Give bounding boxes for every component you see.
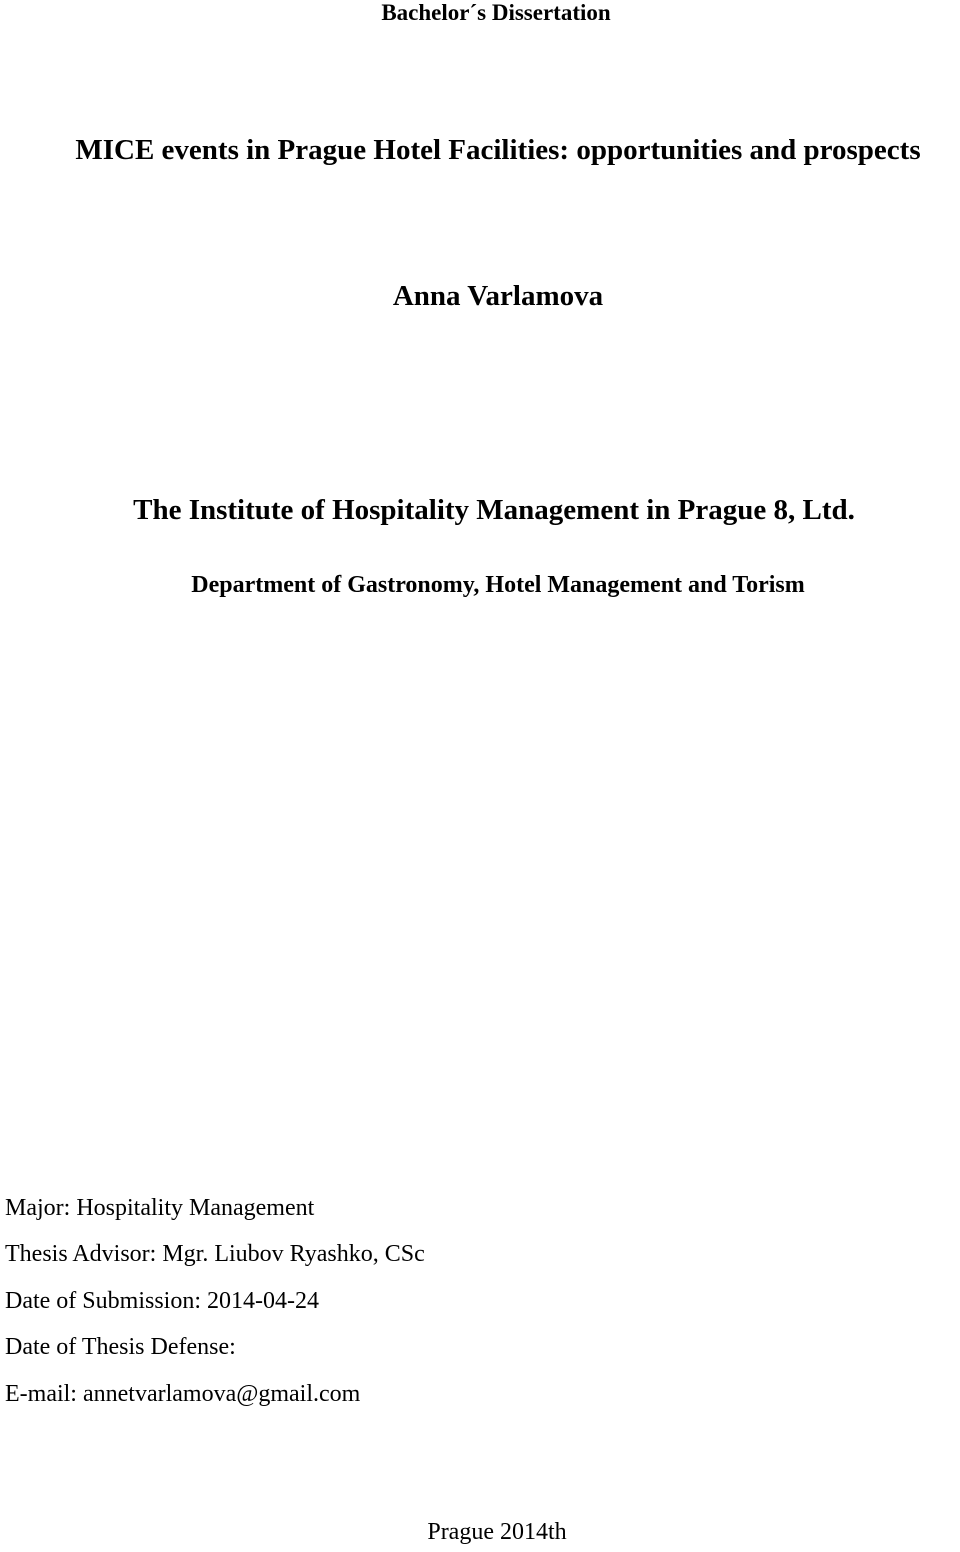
defense-date-line: Date of Thesis Defense: bbox=[5, 1334, 236, 1360]
email-line: E-mail: annetvarlamova@gmail.com bbox=[5, 1381, 361, 1407]
major-line: Major: Hospitality Management bbox=[5, 1195, 315, 1221]
document-type: Bachelor´s Dissertation bbox=[381, 0, 611, 25]
place-year: Prague 2014th bbox=[427, 1519, 567, 1545]
dissertation-title: MICE events in Prague Hotel Facilities: opportunities and prospects bbox=[75, 134, 921, 166]
institution-name: The Institute of Hospitality Management in Prague 8, Ltd. bbox=[133, 494, 855, 526]
department-name: Department of Gastronomy, Hotel Management and Torism bbox=[191, 572, 805, 598]
author-name: Anna Varlamova bbox=[392, 280, 604, 312]
advisor-line: Thesis Advisor: Mgr. Liubov Ryashko, CSc bbox=[5, 1241, 425, 1267]
submission-date-line: Date of Submission: 2014-04-24 bbox=[5, 1288, 319, 1314]
